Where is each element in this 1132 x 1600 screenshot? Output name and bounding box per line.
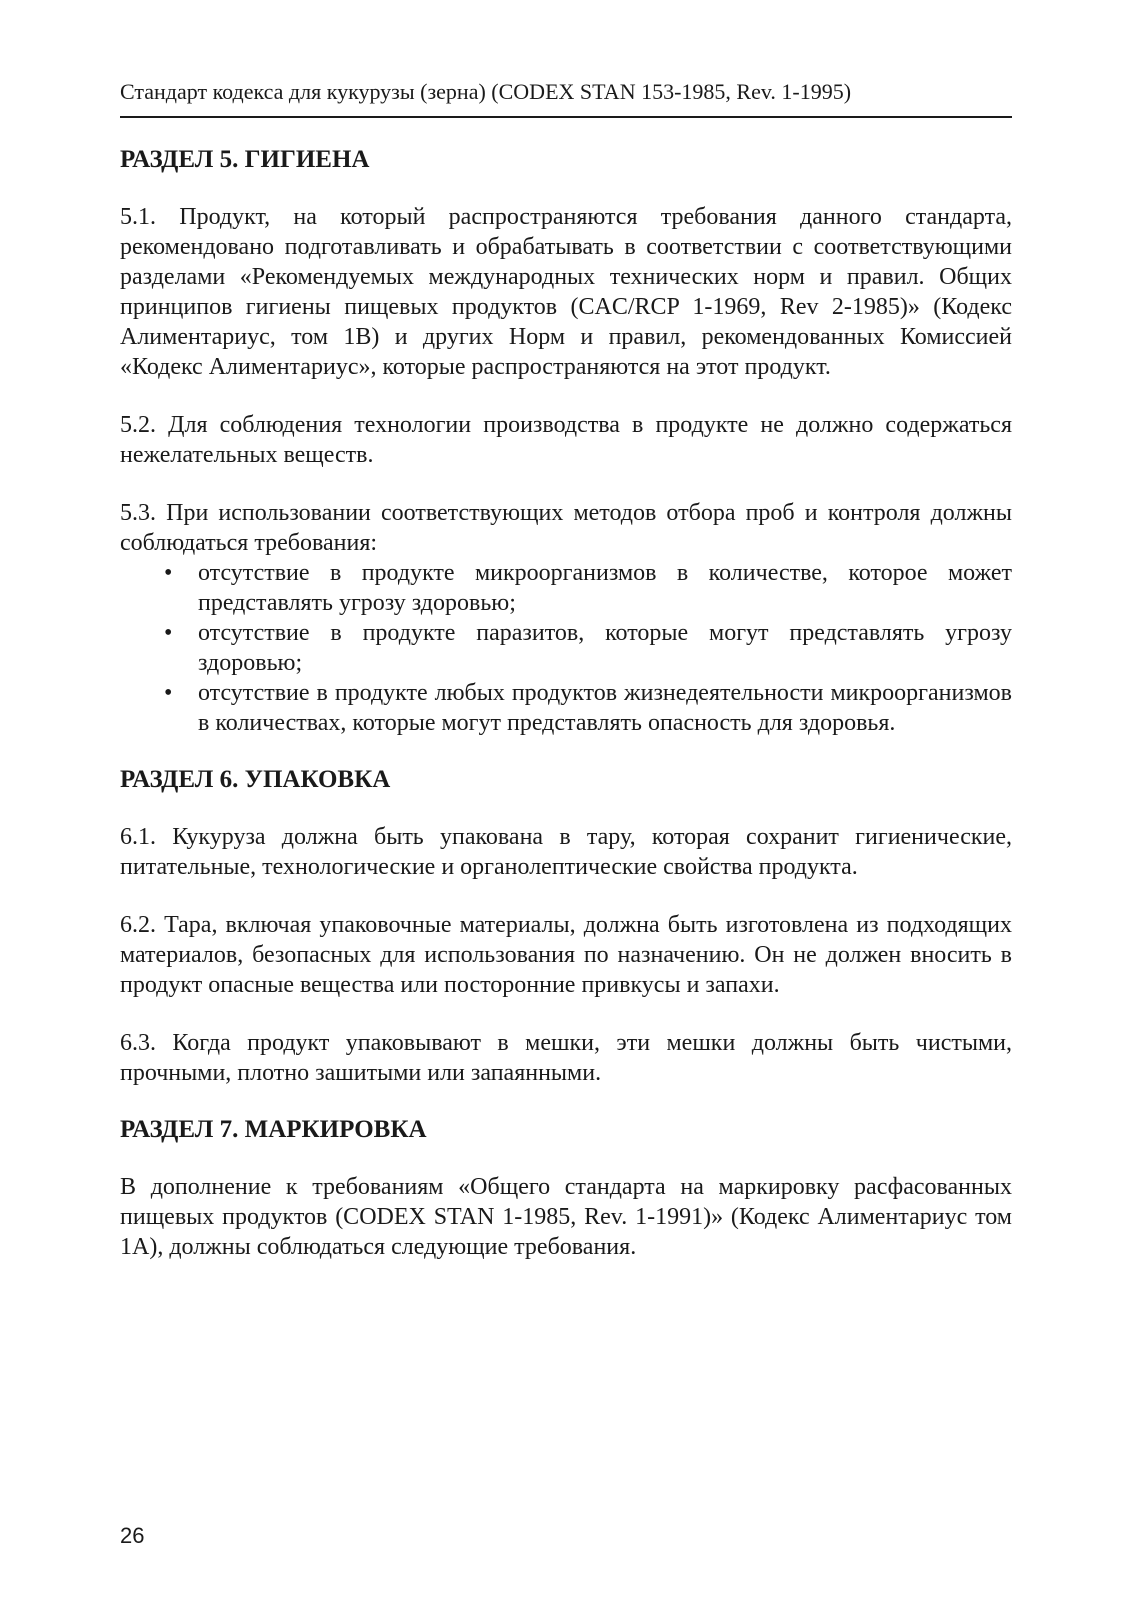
bullet-icon: • [164, 680, 173, 706]
list-item [120, 678, 1012, 738]
section-7-title: РАЗДЕЛ 7. МАРКИРОВКА [120, 1116, 427, 1143]
paragraph-7: В дополнение к требованиям «Общего стандарта на маркировку расфасованных пищевых продуктов (CODEX STAN 1-1985, Rev. 1-1991)» (Кодекс Алиментариус том 1A), должны соблюдаться следующие требования. [120, 1174, 1012, 1260]
list-item [120, 618, 1012, 678]
list-item-text: отсутствие в продукте паразитов, которые могут представлять угрозу здоровью; [198, 620, 1012, 676]
list-item [120, 558, 1012, 618]
paragraph-5-1: 5.1. Продукт, на который распространяются требования данного стандарта, рекомендовано подготавливать и обрабатывать в соответствии с соответствующими разделами «Рекомендуемых международных технических норм и правил. Общих принципов гигиены пищевых продуктов (CAC/RCP 1-1969, Rev 2-1985)» (Кодекс Алиментариус, том 1B) и других Норм и правил, рекомендованных Комиссией «Кодекс Алиментариус», которые распространяются на этот продукт. [120, 204, 1012, 380]
paragraph-6-2: 6.2. Тара, включая упаковочные материалы, должна быть изготовлена из подходящих материалов, безопасных для использования по назначению. Он не должен вносить в продукт опасные вещества или посторонние привкусы и запахи. [120, 912, 1012, 998]
paragraph-6-1: 6.1. Кукуруза должна быть упакована в тару, которая сохранит гигиенические, питательные, технологические и органолептические свойства продукта. [120, 824, 1012, 880]
page-content [120, 140, 1012, 1262]
paragraph-6-3: 6.3. Когда продукт упаковывают в мешки, эти мешки должны быть чистыми, прочными, плотно зашитыми или запаянными. [120, 1030, 1012, 1086]
section-5-title: РАЗДЕЛ 5. ГИГИЕНА [120, 146, 370, 173]
bullet-icon: • [164, 560, 173, 586]
paragraph-5-3: 5.3. При использовании соответствующих методов отбора проб и контроля должны соблюдаться требования: [120, 500, 1012, 556]
list-item-text: отсутствие в продукте микроорганизмов в количестве, которое может представлять угрозу здоровью; [198, 560, 1012, 616]
running-header: Стандарт кодекса для кукурузы (зерна) (CODEX STAN 153-1985, Rev. 1-1995) [120, 78, 1012, 118]
paragraph-5-2: 5.2. Для соблюдения технологии производства в продукте не должно содержаться нежелательных веществ. [120, 412, 1012, 468]
list-item-text: отсутствие в продукте любых продуктов жизнедеятельности микроорганизмов в количествах, которые могут представлять опасность для здоровья. [198, 680, 1012, 736]
bullet-icon: • [164, 620, 173, 646]
section-6-title: РАЗДЕЛ 6. УПАКОВКА [120, 766, 391, 793]
requirements-list [120, 558, 1012, 738]
page-number: 26 [120, 1523, 145, 1548]
